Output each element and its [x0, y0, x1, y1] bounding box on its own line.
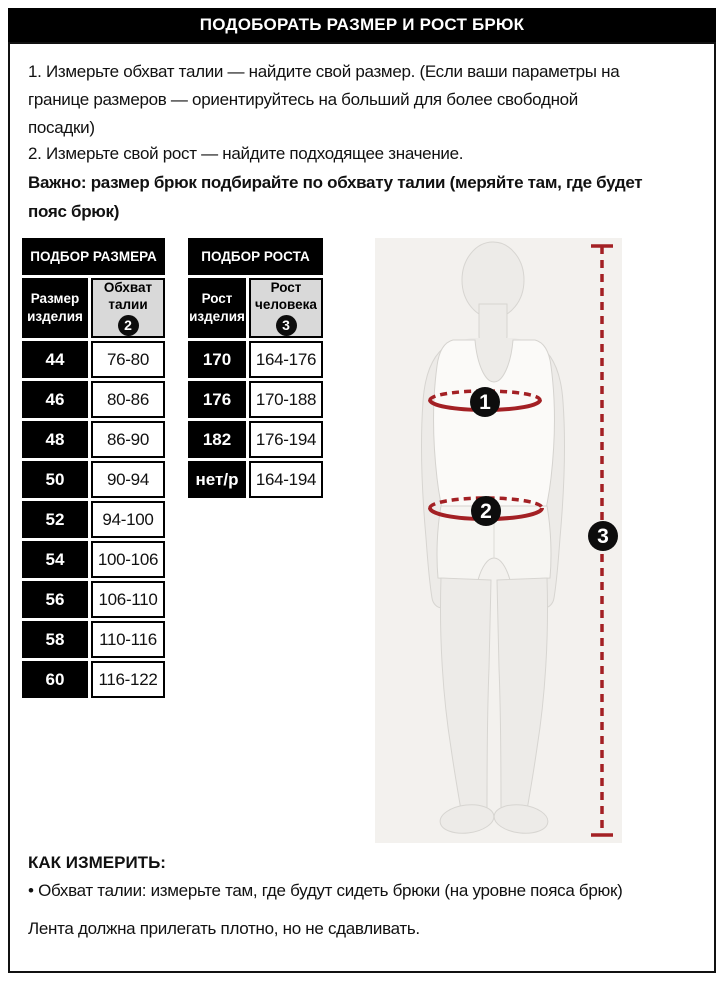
size-cell: 54	[22, 541, 88, 578]
size-col2-header-label: Обхват талии	[103, 280, 153, 312]
table-row	[22, 661, 165, 698]
instruction-step1-line3: посадки)	[28, 118, 95, 137]
range-cell: 80-86	[91, 381, 165, 418]
how-to-measure-title: КАК ИЗМЕРИТЬ:	[28, 853, 166, 872]
mannequin-illustration	[375, 238, 622, 843]
marker-1-label: 1	[479, 391, 491, 414]
how-to-measure-line1: • Обхват талии: измерьте там, где будут сидеть брюки (на уровне пояса брюк)	[28, 881, 623, 900]
instruction-step2: 2. Измерьте свой рост — найдите подходящее значение.	[28, 144, 464, 163]
height-cell: 170	[188, 341, 246, 378]
table-row	[188, 381, 323, 418]
size-col1-header: Размер изделия	[22, 278, 88, 338]
range-cell: 116-122	[91, 661, 165, 698]
range-cell: 94-100	[91, 501, 165, 538]
size-cell: 46	[22, 381, 88, 418]
range-cell: 106-110	[91, 581, 165, 618]
size-cell: 58	[22, 621, 88, 658]
page	[8, 8, 716, 973]
range-cell: 76-80	[91, 341, 165, 378]
range-cell: 176-194	[249, 421, 323, 458]
important-note	[28, 168, 704, 226]
height-table	[188, 238, 323, 501]
circled-3-badge: 3	[276, 315, 297, 336]
size-table	[22, 238, 165, 701]
height-table-title: ПОДБОР РОСТА	[188, 238, 323, 275]
range-cell: 164-194	[249, 461, 323, 498]
table-row	[188, 461, 323, 498]
instruction-step1	[28, 58, 704, 142]
table-row	[22, 421, 165, 458]
table-row	[22, 501, 165, 538]
size-col2-header	[91, 278, 165, 338]
range-cell: 90-94	[91, 461, 165, 498]
content-area	[8, 42, 716, 973]
important-note-line2: пояс брюк)	[28, 202, 120, 221]
table-row	[188, 341, 323, 378]
size-cell: 48	[22, 421, 88, 458]
size-table-title: ПОДБОР РАЗМЕРА	[22, 238, 165, 275]
height-cell: 182	[188, 421, 246, 458]
table-row	[22, 341, 165, 378]
height-col2-header-label: Рост человека	[255, 280, 317, 312]
table-row	[22, 381, 165, 418]
height-cell: 176	[188, 381, 246, 418]
table-row	[22, 581, 165, 618]
table-row	[22, 541, 165, 578]
height-cell: нет/р	[188, 461, 246, 498]
instruction-step1-line2: границе размеров — ориентируйтесь на больший для более свободной	[28, 90, 579, 109]
height-col1-header: Рост изделия	[188, 278, 246, 338]
how-to-measure-line2: Лента должна прилегать плотно, но не сдавливать.	[28, 919, 420, 938]
mannequin-figure	[375, 238, 622, 843]
instruction-step1-line1: 1. Измерьте обхват талии — найдите свой размер. (Если ваши параметры на	[28, 62, 620, 81]
range-cell: 110-116	[91, 621, 165, 658]
height-col2-header	[249, 278, 323, 338]
page-title: ПОДОБОРАТЬ РАЗМЕР И РОСТ БРЮК	[8, 8, 716, 42]
size-cell: 44	[22, 341, 88, 378]
circled-2-badge: 2	[118, 315, 139, 336]
table-row	[188, 421, 323, 458]
height-table-header-row	[188, 278, 323, 338]
size-cell: 60	[22, 661, 88, 698]
size-cell: 50	[22, 461, 88, 498]
table-row	[22, 621, 165, 658]
size-cell: 56	[22, 581, 88, 618]
size-cell: 52	[22, 501, 88, 538]
range-cell: 170-188	[249, 381, 323, 418]
marker-2-label: 2	[480, 500, 492, 523]
range-cell: 164-176	[249, 341, 323, 378]
range-cell: 100-106	[91, 541, 165, 578]
important-note-line1: Важно: размер брюк подбирайте по обхвату талии (меряйте там, где будет	[28, 173, 643, 192]
range-cell: 86-90	[91, 421, 165, 458]
table-row	[22, 461, 165, 498]
marker-3-label: 3	[597, 525, 609, 548]
size-table-header-row	[22, 278, 165, 338]
